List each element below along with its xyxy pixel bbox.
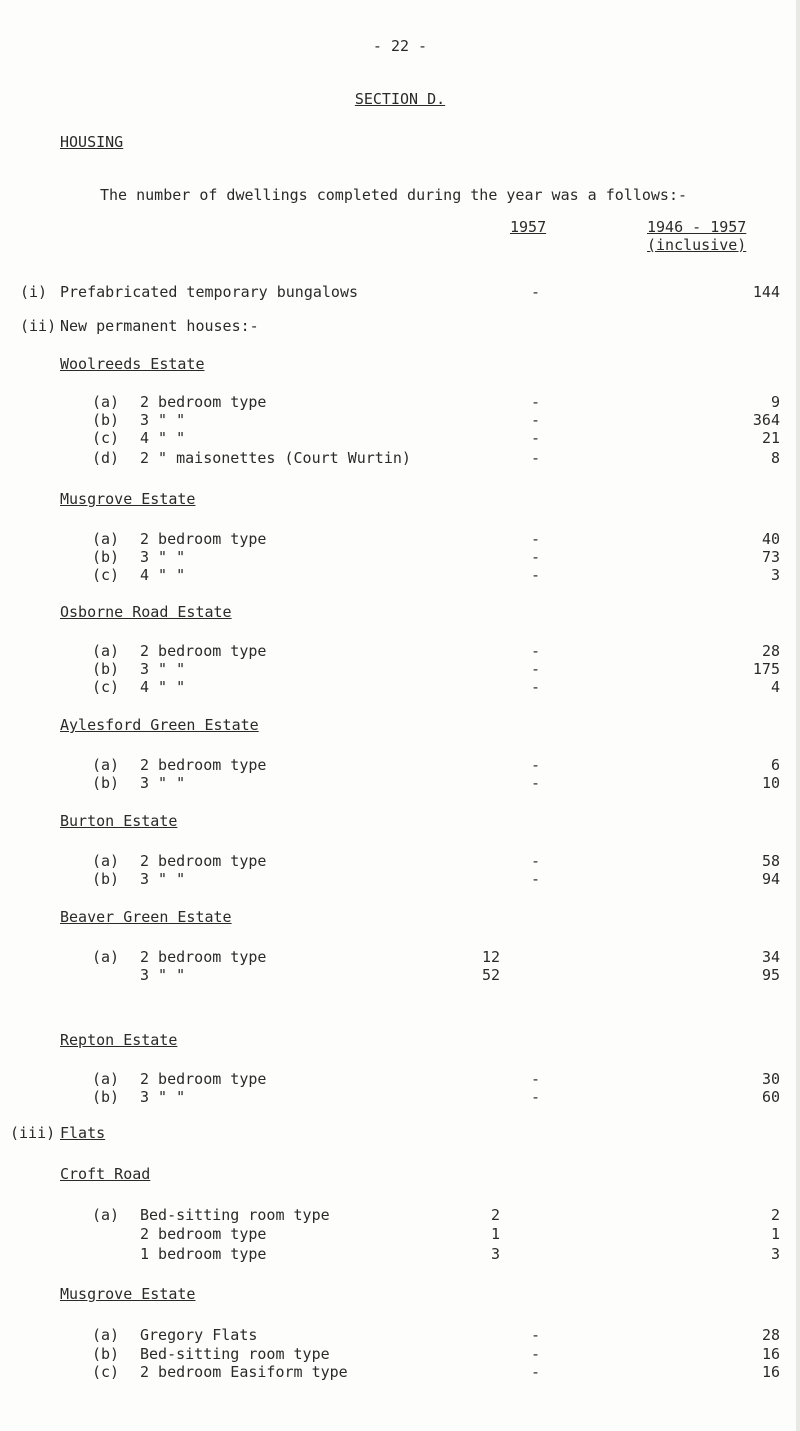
row-total: 28 (761, 642, 780, 660)
row-1957: - (530, 548, 540, 566)
row-label: 2 bedroom type (140, 393, 267, 411)
row-1957: 3 (490, 1245, 500, 1263)
section-i-num: (i) (20, 283, 48, 301)
row-mark: (b) (92, 660, 120, 678)
section-title: SECTION D. (354, 90, 446, 108)
row-label: 2 bedroom type (140, 1070, 267, 1088)
estate-title-osborne: Osborne Road Estate (60, 603, 232, 621)
estate-title-beaver: Beaver Green Estate (60, 908, 232, 926)
row-1957: 12 (481, 948, 500, 966)
row-label: Bed-sitting room type (140, 1345, 330, 1363)
row-mark: (d) (92, 449, 120, 467)
row-mark: (b) (92, 870, 120, 888)
estate-title-musgrove: Musgrove Estate (60, 490, 196, 508)
estate-title-burton: Burton Estate (60, 812, 178, 830)
row-mark: (a) (92, 852, 120, 870)
row-total: 73 (761, 548, 780, 566)
row-1957: 52 (481, 966, 500, 984)
heading: HOUSING (60, 133, 124, 151)
row-total: 30 (761, 1070, 780, 1088)
row-1957: - (530, 852, 540, 870)
row-label: 2 bedroom type (140, 756, 267, 774)
row-mark: (a) (92, 1070, 120, 1088)
row-total: 175 (752, 660, 780, 678)
row-label: 4 " " (140, 429, 186, 447)
row-mark: (b) (92, 548, 120, 566)
section-ii-num: (ii) (20, 317, 57, 335)
row-1957: - (530, 870, 540, 888)
row-label: Bed-sitting room type (140, 1206, 330, 1224)
row-1957: - (530, 393, 540, 411)
row-label: 3 " " (140, 411, 186, 429)
section-i-label: Prefabricated temporary bungalows (60, 283, 359, 301)
row-mark: (b) (92, 1088, 120, 1106)
row-1957: - (530, 1088, 540, 1106)
section-iii-num: (iii) (10, 1124, 56, 1142)
row-label: 2 " maisonettes (Court Wurtin) (140, 449, 411, 467)
row-1957: - (530, 429, 540, 447)
row-mark: (a) (92, 1326, 120, 1344)
row-1957: - (530, 411, 540, 429)
row-1957: - (530, 1345, 540, 1363)
row-label: 3 " " (140, 774, 186, 792)
row-total: 364 (752, 411, 780, 429)
row-total: 1 (770, 1225, 780, 1243)
row-1957: - (530, 1070, 540, 1088)
row-total: 3 (770, 1245, 780, 1263)
estate-title-aylesford: Aylesford Green Estate (60, 716, 259, 734)
row-total: 94 (761, 870, 780, 888)
row-total: 58 (761, 852, 780, 870)
row-total: 8 (770, 449, 780, 467)
row-label: 2 bedroom Easiform type (140, 1363, 348, 1381)
row-1957: - (530, 449, 540, 467)
page-number: - 22 - (372, 37, 428, 55)
row-total: 9 (770, 393, 780, 411)
row-1957: - (530, 530, 540, 548)
row-total: 21 (761, 429, 780, 447)
row-label: Gregory Flats (140, 1326, 258, 1344)
estate-title-musgrove-flats: Musgrove Estate (60, 1285, 196, 1303)
row-1957: - (530, 642, 540, 660)
section-ii-label: New permanent houses:- (60, 317, 259, 335)
estate-title-woolreeds: Woolreeds Estate (60, 355, 205, 373)
row-label: 3 " " (140, 548, 186, 566)
row-mark: (a) (92, 948, 120, 966)
row-total: 28 (761, 1326, 780, 1344)
row-total: 2 (770, 1206, 780, 1224)
row-label: 4 " " (140, 678, 186, 696)
row-label: 2 bedroom type (140, 530, 267, 548)
section-i-1957: - (530, 283, 540, 301)
row-mark: (a) (92, 530, 120, 548)
row-mark: (c) (92, 1363, 120, 1381)
row-mark: (a) (92, 1206, 120, 1224)
row-1957: - (530, 756, 540, 774)
row-1957: - (530, 660, 540, 678)
row-total: 16 (761, 1345, 780, 1363)
row-1957: - (530, 678, 540, 696)
row-total: 3 (770, 566, 780, 584)
row-label: 2 bedroom type (140, 642, 267, 660)
row-mark: (c) (92, 566, 120, 584)
section-iii-label: Flats (60, 1124, 106, 1142)
row-mark: (b) (92, 774, 120, 792)
row-mark: (b) (92, 411, 120, 429)
row-1957: 2 (490, 1206, 500, 1224)
row-total: 10 (761, 774, 780, 792)
row-mark: (c) (92, 678, 120, 696)
row-total: 4 (770, 678, 780, 696)
row-total: 40 (761, 530, 780, 548)
col-header-year: 1957 (510, 218, 547, 236)
page-edge (796, 0, 800, 1431)
row-total: 6 (770, 756, 780, 774)
row-total: 95 (761, 966, 780, 984)
section-i-total: 144 (752, 283, 780, 301)
row-label: 2 bedroom type (140, 948, 267, 966)
row-total: 16 (761, 1363, 780, 1381)
row-1957: - (530, 566, 540, 584)
row-1957: - (530, 1363, 540, 1381)
row-label: 3 " " (140, 660, 186, 678)
row-mark: (c) (92, 429, 120, 447)
col-header-range-note: (inclusive) (647, 236, 747, 254)
row-1957: - (530, 774, 540, 792)
row-mark: (a) (92, 756, 120, 774)
row-label: 2 bedroom type (140, 1225, 267, 1243)
estate-title-repton: Repton Estate (60, 1031, 178, 1049)
row-mark: (a) (92, 393, 120, 411)
intro-text: The number of dwellings completed during the year was a follows:- (100, 186, 687, 204)
col-header-range: 1946 - 1957 (647, 218, 747, 236)
row-total: 34 (761, 948, 780, 966)
row-label: 1 bedroom type (140, 1245, 267, 1263)
row-label: 4 " " (140, 566, 186, 584)
row-label: 3 " " (140, 870, 186, 888)
row-1957: 1 (490, 1225, 500, 1243)
row-1957: - (530, 1326, 540, 1344)
estate-title-croft: Croft Road (60, 1165, 151, 1183)
row-label: 3 " " (140, 1088, 186, 1106)
row-label: 2 bedroom type (140, 852, 267, 870)
row-mark: (a) (92, 642, 120, 660)
row-total: 60 (761, 1088, 780, 1106)
row-label: 3 " " (140, 966, 186, 984)
row-mark: (b) (92, 1345, 120, 1363)
